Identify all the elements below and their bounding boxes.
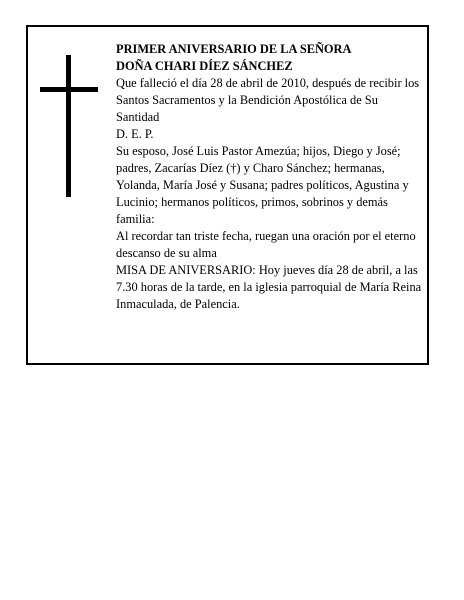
mass-announcement: MISA DE ANIVERSARIO: Hoy jueves día 28 de abril, a las 7.30 horas de la tarde, en la iglesia parroquial de María Reina Inmaculada, de Palencia. [116,263,422,311]
dep-line: D. E. P. [116,127,154,141]
prayer-request: Al recordar tan triste fecha, ruegan una oración por el eterno descanso de su alma [116,229,416,260]
cross-vertical-bar [66,55,71,197]
notice-title-line-2: DOÑA CHARI DÍEZ SÁNCHEZ [116,59,293,73]
notice-title-line-1: PRIMER ANIVERSARIO DE LA SEÑORA [116,42,352,56]
notice-text-block [116,41,422,313]
cross-icon [40,55,100,197]
family-list: Su esposo, José Luis Pastor Amezúa; hijos, Diego y José; padres, Zacarías Díez (†) y Charo Sánchez; hermanas, Yolanda, María José y Susana; padres políticos, Agustina y Lucinio; hermanos políticos, primos, sobrinos y demás familia: [116,144,409,226]
cross-horizontal-bar [40,87,98,92]
death-statement: Que falleció el día 28 de abril de 2010, después de recibir los Santos Sacramentos y la Bendición Apostólica de Su Santidad [116,76,420,124]
obituary-notice [26,25,429,365]
